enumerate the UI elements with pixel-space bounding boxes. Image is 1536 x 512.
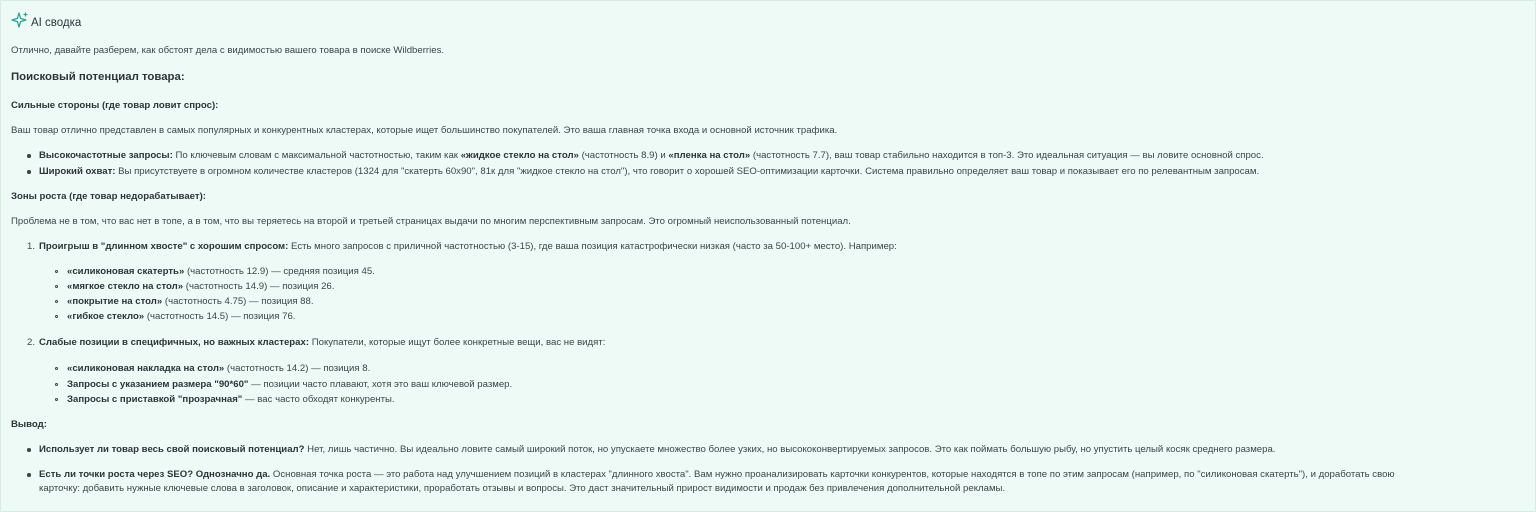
bullet (27, 473, 31, 477)
sub-bullet (55, 270, 58, 273)
sub-list-item: «силиконовая скатерть» (частотность 12.9) — средняя позиция 45. (67, 266, 375, 277)
strengths-text: Ваш товар отлично представлен в самых популярных и конкурентных кластерах, которые ищет большинство покупателей. Это ваша главная точка входа и основной источник трафика. (11, 125, 838, 136)
sub-bullet (55, 383, 58, 386)
bullet (27, 154, 31, 158)
conclusion-heading: Вывод: (11, 419, 47, 430)
section-heading-potential: Поисковый потенциал товара: (11, 71, 185, 83)
sub-list-item: «силиконовая накладка на стол» (частотность 14.2) — позиция 8. (67, 363, 371, 374)
panel-header (11, 11, 81, 30)
sub-bullet (55, 285, 58, 288)
list-item: Есть ли точки роста через SEO? Однозначно да. Основная точка роста — это работа над улучшением позиций в кластерах "длинного хвоста". Вам нужно проанализировать карточки конкурентов, которые находятся в топе по этим запросам (например, по "силиконовая скатерть"), и доработать свою (39, 469, 1395, 480)
list-number: 1. (27, 241, 36, 252)
intro-text: Отлично, давайте разберем, как обстоят дела с видимостью вашего товара в поиске Wildberries. (11, 45, 445, 56)
bullet (27, 170, 31, 174)
sub-list-item: Запросы с приставкой "прозрачная" — вас часто обходят конкуренты. (67, 394, 395, 405)
sub-list-item: «мягкое стекло на стол» (частотность 14.9) — позиция 26. (67, 281, 335, 292)
sub-list-item: Запросы с указанием размера "90*60" — позиции часто плавают, хотя это ваш ключевой размер. (67, 379, 513, 390)
sub-list-item: «гибкое стекло» (частотность 14.5) — позиция 76. (67, 311, 296, 322)
sub-bullet (55, 398, 58, 401)
numbered-item: Слабые позиции в специфичных, но важных кластерах: Покупатели, которые ищут более конкретные вещи, вас не видят: (39, 337, 606, 348)
sparkle-icon (11, 11, 30, 30)
sub-bullet (55, 300, 58, 303)
list-item: Высокочастотные запросы: По ключевым словам с максимальной частотностью, таким как «жидкое стекло на стол» (частотность 8.9) и «пленка на стол» (частотность 7.7), ваш товар стабильно находится в топ-3. Это идеальная ситуация — вы ловите основной спрос. (39, 150, 1264, 161)
numbered-item: Проигрыш в "длинном хвосте" с хорошим спросом: Есть много запросов с приличной частотностью (3-15), где ваша позиция катастрофически низкая (часто за 50-100+ место). Например: (39, 241, 897, 252)
sub-bullet (55, 315, 58, 318)
bullet (27, 448, 31, 452)
sub-bullet (55, 367, 58, 370)
growth-text: Проблема не в том, что вас нет в топе, а в том, что вы теряетесь на второй и третьей страницах выдачи по многим перспективным запросам. Это огромный неиспользованный потенциал. (11, 216, 851, 227)
growth-heading: Зоны роста (где товар недорабатывает): (11, 191, 206, 202)
list-item-continuation: карточку: добавить нужные ключевые слова в заголовок, описание и характеристики, проработать отзывы и вопросы. Это даст значительный прирост видимости и продаж без привлечения дополнительной рекламы. (39, 483, 1006, 494)
sub-list-item: «покрытие на стол» (частотность 4.75) — позиция 88. (67, 296, 314, 307)
list-item: Широкий охват: Вы присутствуете в огромном количестве кластеров (1324 для "скатерть 60х90", 81к для "жидкое стекло на стол"), что говорит о хорошей SEO-оптимизации карточки. Система правильно определяет ваш товар и показывает его по релевантным запросам. (39, 166, 1260, 177)
strengths-heading: Сильные стороны (где товар ловит спрос): (11, 100, 219, 111)
list-number: 2. (27, 337, 36, 348)
list-item: Использует ли товар весь свой поисковый потенциал? Нет, лишь частично. Вы идеально ловите самый широкий поток, но упускаете множество более узких, но высококонвертируемых запросов. Это как поймать большую рыбу, но упустить целый косяк среднего размера. (39, 444, 1276, 455)
panel-title: AI сводка (31, 17, 82, 29)
